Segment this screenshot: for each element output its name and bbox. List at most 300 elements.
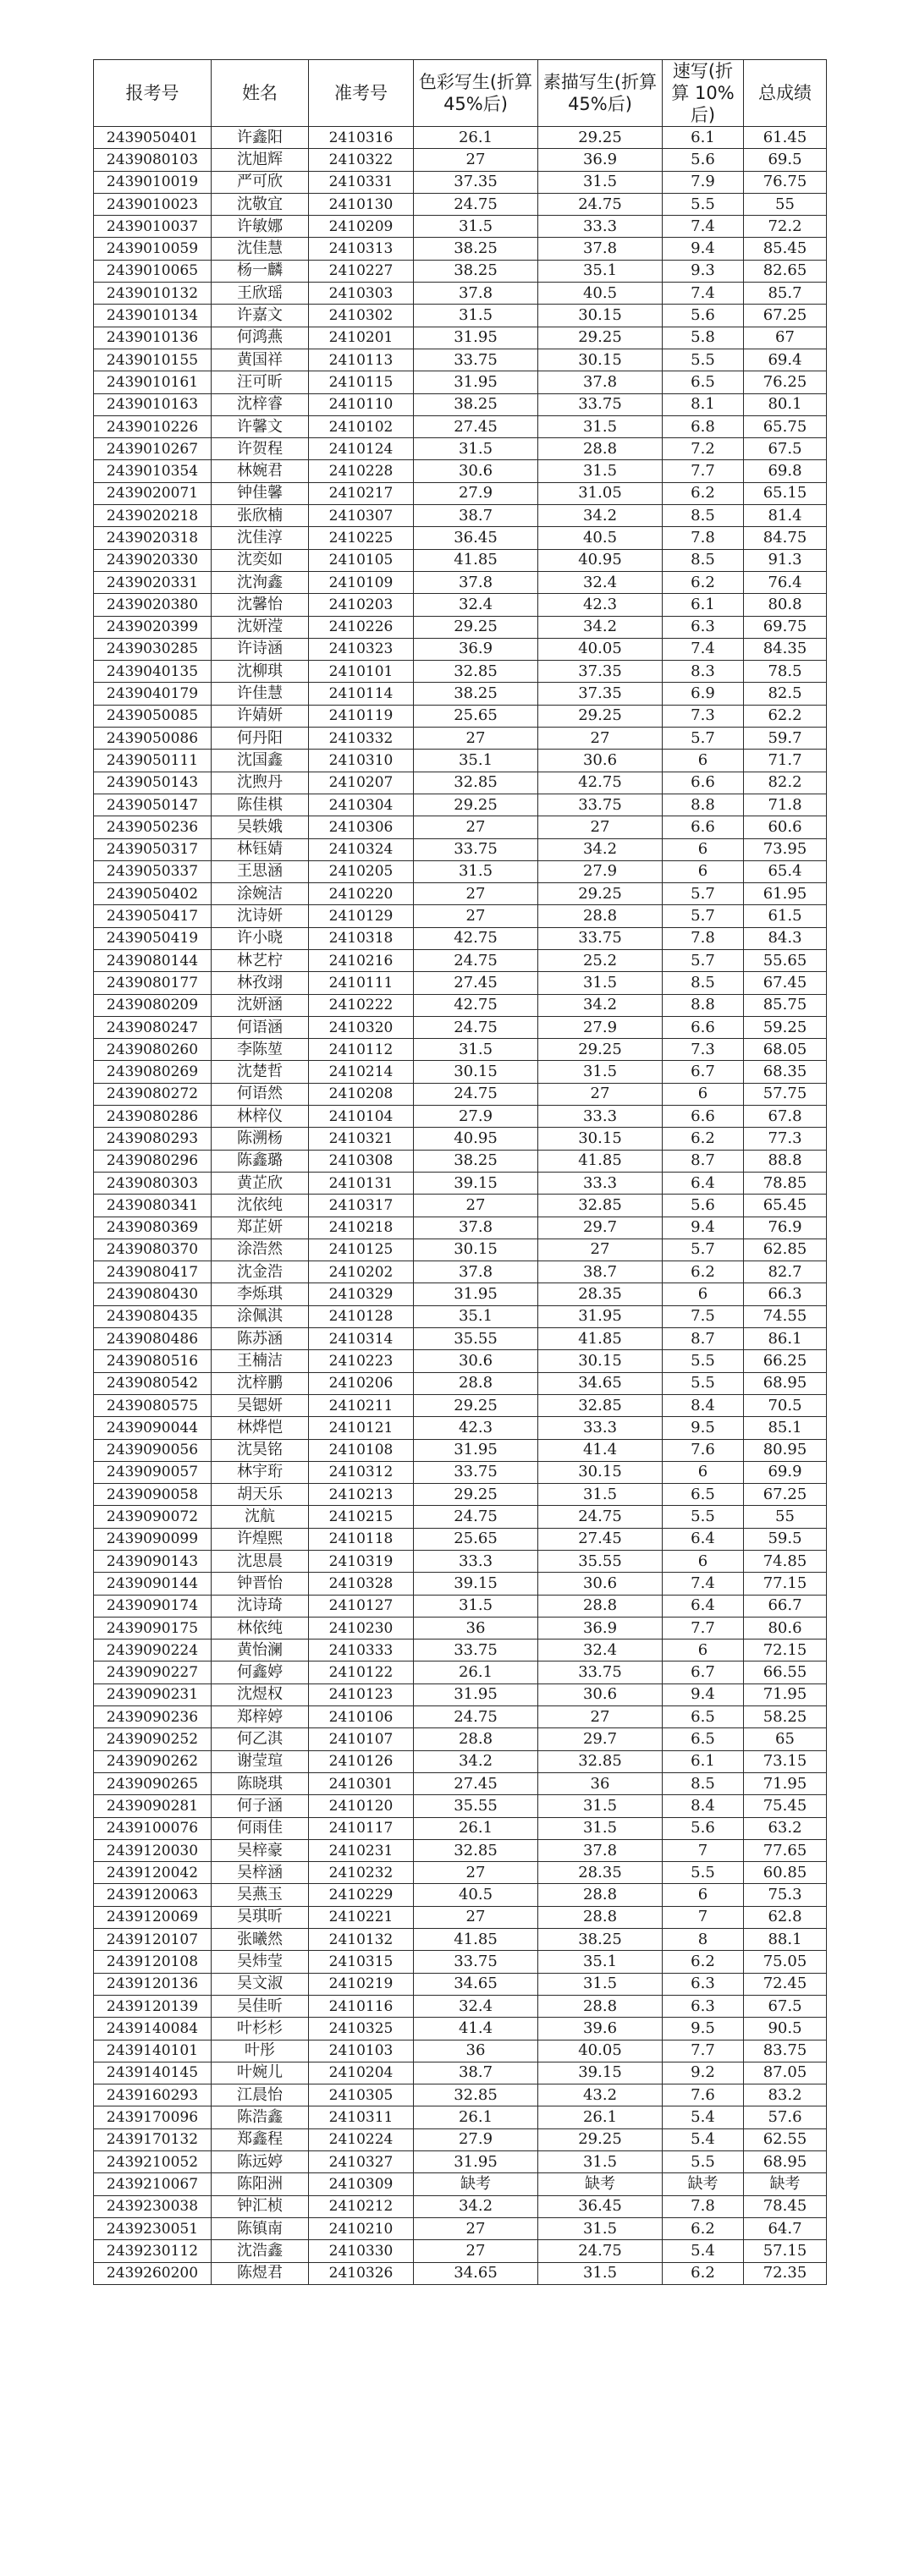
registration-number-cell: 2439210052: [94, 2151, 212, 2173]
quick-sketch-cell: 6.1: [663, 1750, 744, 1772]
registration-number-cell: 2439050236: [94, 816, 212, 838]
table-row: [94, 327, 827, 349]
quick-sketch-cell: 7.6: [663, 2084, 744, 2106]
name-cell: 许鑫阳: [212, 127, 309, 149]
name-cell: 何鑫婷: [212, 1661, 309, 1683]
table-row: [94, 1305, 827, 1327]
table-row: [94, 838, 827, 860]
color-painting-cell: 31.5: [414, 216, 538, 238]
total-score-cell: 69.8: [744, 460, 827, 482]
registration-number-cell: 2439230051: [94, 2217, 212, 2239]
quick-sketch-cell: 5.5: [663, 2151, 744, 2173]
color-painting-cell: 38.7: [414, 2062, 538, 2084]
sketch-cell: 35.1: [538, 1951, 663, 1973]
name-cell: 涂婉洁: [212, 883, 309, 905]
admission-number-cell: 2410315: [309, 1951, 414, 1973]
color-painting-cell: 38.25: [414, 1150, 538, 1172]
registration-number-cell: 2439170132: [94, 2128, 212, 2150]
header-admission-number: 准考号: [309, 60, 414, 127]
admission-number-cell: 2410125: [309, 1239, 414, 1261]
table-row: [94, 1328, 827, 1350]
table-row: [94, 860, 827, 882]
table-row: [94, 1372, 827, 1394]
total-score-cell: 73.15: [744, 1750, 827, 1772]
table-row: [94, 283, 827, 305]
admission-number-cell: 2410316: [309, 127, 414, 149]
total-score-cell: 72.35: [744, 2262, 827, 2284]
sketch-cell: 30.6: [538, 750, 663, 772]
admission-number-cell: 2410105: [309, 549, 414, 571]
color-painting-cell: 28.8: [414, 1728, 538, 1750]
table-row: [94, 1573, 827, 1595]
color-painting-cell: 31.5: [414, 305, 538, 327]
admission-number-cell: 2410213: [309, 1484, 414, 1506]
admission-number-cell: 2410229: [309, 1884, 414, 1906]
admission-number-cell: 2410106: [309, 1706, 414, 1728]
color-painting-cell: 37.8: [414, 283, 538, 305]
quick-sketch-cell: 6: [663, 1551, 744, 1573]
registration-number-cell: 2439090099: [94, 1528, 212, 1550]
table-row: [94, 1683, 827, 1705]
total-score-cell: 78.5: [744, 661, 827, 683]
sketch-cell: 31.5: [538, 1484, 663, 1506]
quick-sketch-cell: 8.4: [663, 1795, 744, 1817]
registration-number-cell: 2439020218: [94, 505, 212, 527]
color-painting-cell: 33.75: [414, 838, 538, 860]
name-cell: 沈柳琪: [212, 661, 309, 683]
registration-number-cell: 2439090174: [94, 1595, 212, 1617]
table-row: [94, 1261, 827, 1283]
total-score-cell: 69.9: [744, 1461, 827, 1483]
table-row: [94, 2151, 827, 2173]
total-score-cell: 86.1: [744, 1328, 827, 1350]
sketch-cell: 30.15: [538, 305, 663, 327]
registration-number-cell: 2439090143: [94, 1551, 212, 1573]
registration-number-cell: 2439020331: [94, 571, 212, 593]
sketch-cell: 29.7: [538, 1217, 663, 1239]
total-score-cell: 76.75: [744, 171, 827, 193]
table-row: [94, 127, 827, 149]
total-score-cell: 57.75: [744, 1083, 827, 1105]
registration-number-cell: 2439080341: [94, 1195, 212, 1217]
color-painting-cell: 33.75: [414, 1461, 538, 1483]
admission-number-cell: 2410224: [309, 2128, 414, 2150]
total-score-cell: 67.25: [744, 1484, 827, 1506]
registration-number-cell: 2439080209: [94, 994, 212, 1016]
table-row: [94, 616, 827, 638]
sketch-cell: 29.25: [538, 327, 663, 349]
admission-number-cell: 2410319: [309, 1551, 414, 1573]
quick-sketch-cell: 6.5: [663, 371, 744, 393]
quick-sketch-cell: 5.4: [663, 2128, 744, 2150]
sketch-cell: 31.5: [538, 2151, 663, 2173]
name-cell: 陈浩鑫: [212, 2106, 309, 2128]
table-row: [94, 594, 827, 616]
name-cell: 王欣瑶: [212, 283, 309, 305]
table-row: [94, 750, 827, 772]
registration-number-cell: 2439090224: [94, 1640, 212, 1661]
table-row: [94, 1750, 827, 1772]
color-painting-cell: 36: [414, 1617, 538, 1639]
sketch-cell: 32.85: [538, 1394, 663, 1416]
registration-number-cell: 2439030285: [94, 638, 212, 660]
quick-sketch-cell: 9.4: [663, 238, 744, 260]
admission-number-cell: 2410327: [309, 2151, 414, 2173]
name-cell: 林婉君: [212, 460, 309, 482]
quick-sketch-cell: 7.5: [663, 1305, 744, 1327]
quick-sketch-cell: 8.4: [663, 1394, 744, 1416]
name-cell: 何子涵: [212, 1795, 309, 1817]
quick-sketch-cell: 6: [663, 1083, 744, 1105]
color-painting-cell: 35.1: [414, 750, 538, 772]
quick-sketch-cell: 8: [663, 1929, 744, 1951]
admission-number-cell: 2410123: [309, 1683, 414, 1705]
name-cell: 沈昊铭: [212, 1439, 309, 1461]
registration-number-cell: 2439080272: [94, 1083, 212, 1105]
total-score-cell: 71.95: [744, 1772, 827, 1794]
color-painting-cell: 37.8: [414, 1261, 538, 1283]
name-cell: 许佳慧: [212, 683, 309, 705]
admission-number-cell: 2410219: [309, 1973, 414, 1995]
total-score-cell: 62.55: [744, 2128, 827, 2150]
registration-number-cell: 2439010023: [94, 193, 212, 215]
name-cell: 林宇珩: [212, 1461, 309, 1483]
registration-number-cell: 2439080435: [94, 1305, 212, 1327]
total-score-cell: 72.15: [744, 1640, 827, 1661]
admission-number-cell: 2410320: [309, 1016, 414, 1038]
quick-sketch-cell: 8.8: [663, 994, 744, 1016]
quick-sketch-cell: 7.9: [663, 171, 744, 193]
sketch-cell: 29.7: [538, 1728, 663, 1750]
admission-number-cell: 2410328: [309, 1573, 414, 1595]
name-cell: 许诗涵: [212, 638, 309, 660]
color-painting-cell: 28.8: [414, 1372, 538, 1394]
name-cell: 谢莹瑄: [212, 1750, 309, 1772]
name-cell: 陈晓琪: [212, 1772, 309, 1794]
total-score-cell: 68.35: [744, 1061, 827, 1083]
table-row: [94, 1706, 827, 1728]
sketch-cell: 31.5: [538, 460, 663, 482]
total-score-cell: 缺考: [744, 2173, 827, 2195]
quick-sketch-cell: 9.4: [663, 1217, 744, 1239]
registration-number-cell: 2439230038: [94, 2195, 212, 2217]
sketch-cell: 36.45: [538, 2195, 663, 2217]
admission-number-cell: 2410332: [309, 728, 414, 750]
sketch-cell: 33.75: [538, 393, 663, 415]
admission-number-cell: 2410312: [309, 1461, 414, 1483]
admission-number-cell: 2410309: [309, 2173, 414, 2195]
color-painting-cell: 31.5: [414, 1039, 538, 1061]
name-cell: 吴燕玉: [212, 1884, 309, 1906]
color-painting-cell: 32.85: [414, 1839, 538, 1861]
quick-sketch-cell: 7: [663, 1906, 744, 1928]
admission-number-cell: 2410130: [309, 193, 414, 215]
sketch-cell: 38.25: [538, 1929, 663, 1951]
name-cell: 何鸿燕: [212, 327, 309, 349]
admission-number-cell: 2410206: [309, 1372, 414, 1394]
admission-number-cell: 2410303: [309, 283, 414, 305]
name-cell: 钟汇桢: [212, 2195, 309, 2217]
sketch-cell: 42.75: [538, 772, 663, 794]
admission-number-cell: 2410203: [309, 594, 414, 616]
admission-number-cell: 2410121: [309, 1417, 414, 1439]
quick-sketch-cell: 6.6: [663, 1016, 744, 1038]
total-score-cell: 72.2: [744, 216, 827, 238]
total-score-cell: 75.05: [744, 1951, 827, 1973]
admission-number-cell: 2410318: [309, 927, 414, 949]
color-painting-cell: 30.6: [414, 460, 538, 482]
quick-sketch-cell: 7.8: [663, 527, 744, 549]
name-cell: 沈馨怡: [212, 594, 309, 616]
registration-number-cell: 2439120069: [94, 1906, 212, 1928]
total-score-cell: 71.8: [744, 794, 827, 816]
table-row: [94, 1439, 827, 1461]
color-painting-cell: 24.75: [414, 1016, 538, 1038]
registration-number-cell: 2439020318: [94, 527, 212, 549]
quick-sketch-cell: 5.4: [663, 2106, 744, 2128]
admission-number-cell: 2410207: [309, 772, 414, 794]
admission-number-cell: 2410317: [309, 1195, 414, 1217]
table-row: [94, 1929, 827, 1951]
name-cell: 许婧妍: [212, 705, 309, 727]
admission-number-cell: 2410329: [309, 1283, 414, 1305]
color-painting-cell: 27: [414, 149, 538, 171]
name-cell: 林孜翊: [212, 972, 309, 994]
name-cell: 张欣楠: [212, 505, 309, 527]
name-cell: 许小晓: [212, 927, 309, 949]
sketch-cell: 36: [538, 1772, 663, 1794]
color-painting-cell: 31.5: [414, 1595, 538, 1617]
quick-sketch-cell: 6.7: [663, 1661, 744, 1683]
sketch-cell: 33.3: [538, 1106, 663, 1128]
name-cell: 吴锶妍: [212, 1394, 309, 1416]
quick-sketch-cell: 6.9: [663, 683, 744, 705]
color-painting-cell: 31.5: [414, 860, 538, 882]
table-row: [94, 2195, 827, 2217]
color-painting-cell: 25.65: [414, 705, 538, 727]
registration-number-cell: 2439100076: [94, 1817, 212, 1839]
name-cell: 许贺程: [212, 438, 309, 460]
admission-number-cell: 2410322: [309, 149, 414, 171]
color-painting-cell: 27: [414, 1906, 538, 1928]
admission-number-cell: 2410310: [309, 750, 414, 772]
table-row: [94, 1817, 827, 1839]
total-score-cell: 57.6: [744, 2106, 827, 2128]
sketch-cell: 27: [538, 1706, 663, 1728]
name-cell: 沈依纯: [212, 1195, 309, 1217]
registration-number-cell: 2439010065: [94, 260, 212, 282]
color-painting-cell: 29.25: [414, 1394, 538, 1416]
total-score-cell: 69.4: [744, 349, 827, 371]
name-cell: 陈阳洲: [212, 2173, 309, 2195]
quick-sketch-cell: 6.4: [663, 1528, 744, 1550]
color-painting-cell: 35.55: [414, 1795, 538, 1817]
quick-sketch-cell: 8.7: [663, 1150, 744, 1172]
total-score-cell: 82.65: [744, 260, 827, 282]
sketch-cell: 34.65: [538, 1372, 663, 1394]
sketch-cell: 26.1: [538, 2106, 663, 2128]
quick-sketch-cell: 7.3: [663, 1039, 744, 1061]
admission-number-cell: 2410101: [309, 661, 414, 683]
color-painting-cell: 41.85: [414, 1929, 538, 1951]
color-painting-cell: 36.9: [414, 638, 538, 660]
quick-sketch-cell: 5.7: [663, 1239, 744, 1261]
total-score-cell: 65.15: [744, 482, 827, 504]
name-cell: 黄怡澜: [212, 1640, 309, 1661]
quick-sketch-cell: 7.3: [663, 705, 744, 727]
sketch-cell: 33.3: [538, 1172, 663, 1194]
sketch-cell: 39.15: [538, 2062, 663, 2084]
color-painting-cell: 35.55: [414, 1328, 538, 1350]
sketch-cell: 30.6: [538, 1683, 663, 1705]
table-row: [94, 1640, 827, 1661]
color-painting-cell: 31.95: [414, 1683, 538, 1705]
name-cell: 吴佳昕: [212, 1995, 309, 2017]
quick-sketch-cell: 6.1: [663, 127, 744, 149]
table-row: [94, 927, 827, 949]
table-row: [94, 1217, 827, 1239]
total-score-cell: 69.5: [744, 149, 827, 171]
total-score-cell: 66.7: [744, 1595, 827, 1617]
sketch-cell: 36.9: [538, 1617, 663, 1639]
sketch-cell: 29.25: [538, 2128, 663, 2150]
sketch-cell: 30.15: [538, 1461, 663, 1483]
quick-sketch-cell: 6.2: [663, 2217, 744, 2239]
admission-number-cell: 2410304: [309, 794, 414, 816]
sketch-cell: 40.05: [538, 638, 663, 660]
total-score-cell: 65.45: [744, 1195, 827, 1217]
color-painting-cell: 32.4: [414, 594, 538, 616]
admission-number-cell: 2410119: [309, 705, 414, 727]
admission-number-cell: 2410221: [309, 1906, 414, 1928]
registration-number-cell: 2439050111: [94, 750, 212, 772]
sketch-cell: 28.8: [538, 438, 663, 460]
quick-sketch-cell: 6.2: [663, 482, 744, 504]
sketch-cell: 40.5: [538, 283, 663, 305]
table-row: [94, 1973, 827, 1995]
name-cell: 何乙淇: [212, 1728, 309, 1750]
quick-sketch-cell: 9.5: [663, 1417, 744, 1439]
name-cell: 郑梓婷: [212, 1706, 309, 1728]
quick-sketch-cell: 5.5: [663, 349, 744, 371]
sketch-cell: 34.2: [538, 838, 663, 860]
table-row: [94, 149, 827, 171]
quick-sketch-cell: 6.3: [663, 1973, 744, 1995]
sketch-cell: 34.2: [538, 994, 663, 1016]
color-painting-cell: 30.15: [414, 1239, 538, 1261]
color-painting-cell: 27.45: [414, 972, 538, 994]
registration-number-cell: 2439160293: [94, 2084, 212, 2106]
name-cell: 叶杉杉: [212, 2018, 309, 2040]
admission-number-cell: 2410107: [309, 1728, 414, 1750]
quick-sketch-cell: 5.7: [663, 728, 744, 750]
total-score-cell: 65.4: [744, 860, 827, 882]
quick-sketch-cell: 6.5: [663, 1706, 744, 1728]
table-row: [94, 1083, 827, 1105]
color-painting-cell: 36.45: [414, 527, 538, 549]
name-cell: 叶彤: [212, 2040, 309, 2062]
table-row: [94, 415, 827, 437]
quick-sketch-cell: 8.7: [663, 1328, 744, 1350]
table-row: [94, 2173, 827, 2195]
table-row: [94, 1884, 827, 1906]
name-cell: 沈梓睿: [212, 393, 309, 415]
admission-number-cell: 2410330: [309, 2240, 414, 2262]
name-cell: 李烁琪: [212, 1283, 309, 1305]
name-cell: 沈煜权: [212, 1683, 309, 1705]
table-row: [94, 2062, 827, 2084]
quick-sketch-cell: 7.4: [663, 216, 744, 238]
color-painting-cell: 27: [414, 2217, 538, 2239]
quick-sketch-cell: 6.1: [663, 594, 744, 616]
sketch-cell: 28.8: [538, 1995, 663, 2017]
table-row: [94, 260, 827, 282]
sketch-cell: 29.25: [538, 705, 663, 727]
quick-sketch-cell: 5.5: [663, 193, 744, 215]
registration-number-cell: 2439170096: [94, 2106, 212, 2128]
name-cell: 涂佩淇: [212, 1305, 309, 1327]
total-score-cell: 77.3: [744, 1128, 827, 1150]
total-score-cell: 88.1: [744, 1929, 827, 1951]
quick-sketch-cell: 5.5: [663, 1372, 744, 1394]
color-painting-cell: 缺考: [414, 2173, 538, 2195]
color-painting-cell: 34.2: [414, 2195, 538, 2217]
registration-number-cell: 2439090231: [94, 1683, 212, 1705]
table-row: [94, 1728, 827, 1750]
registration-number-cell: 2439010136: [94, 327, 212, 349]
sketch-cell: 40.05: [538, 2040, 663, 2062]
registration-number-cell: 2439080430: [94, 1283, 212, 1305]
total-score-cell: 72.45: [744, 1973, 827, 1995]
color-painting-cell: 38.25: [414, 238, 538, 260]
table-row: [94, 1661, 827, 1683]
name-cell: 吴琪昕: [212, 1906, 309, 1928]
name-cell: 汪可昕: [212, 371, 309, 393]
quick-sketch-cell: 9.5: [663, 2018, 744, 2040]
admission-number-cell: 2410323: [309, 638, 414, 660]
color-painting-cell: 27: [414, 2240, 538, 2262]
total-score-cell: 80.95: [744, 1439, 827, 1461]
total-score-cell: 77.15: [744, 1573, 827, 1595]
table-row: [94, 171, 827, 193]
table-row: [94, 1461, 827, 1483]
score-table: [93, 59, 827, 2285]
color-painting-cell: 31.5: [414, 438, 538, 460]
admission-number-cell: 2410102: [309, 415, 414, 437]
table-row: [94, 2106, 827, 2128]
table-row: [94, 393, 827, 415]
admission-number-cell: 2410215: [309, 1506, 414, 1528]
total-score-cell: 76.4: [744, 571, 827, 593]
table-row: [94, 193, 827, 215]
admission-number-cell: 2410230: [309, 1617, 414, 1639]
name-cell: 林依纯: [212, 1617, 309, 1639]
registration-number-cell: 2439080542: [94, 1372, 212, 1394]
color-painting-cell: 36: [414, 2040, 538, 2062]
admission-number-cell: 2410117: [309, 1817, 414, 1839]
quick-sketch-cell: 5.5: [663, 1506, 744, 1528]
total-score-cell: 71.7: [744, 750, 827, 772]
table-row: [94, 1906, 827, 1928]
quick-sketch-cell: 9.3: [663, 260, 744, 282]
sketch-cell: 31.5: [538, 2217, 663, 2239]
name-cell: 郑鑫程: [212, 2128, 309, 2150]
admission-number-cell: 2410214: [309, 1061, 414, 1083]
color-painting-cell: 31.95: [414, 371, 538, 393]
table-row: [94, 683, 827, 705]
table-row: [94, 883, 827, 905]
table-row: [94, 1617, 827, 1639]
